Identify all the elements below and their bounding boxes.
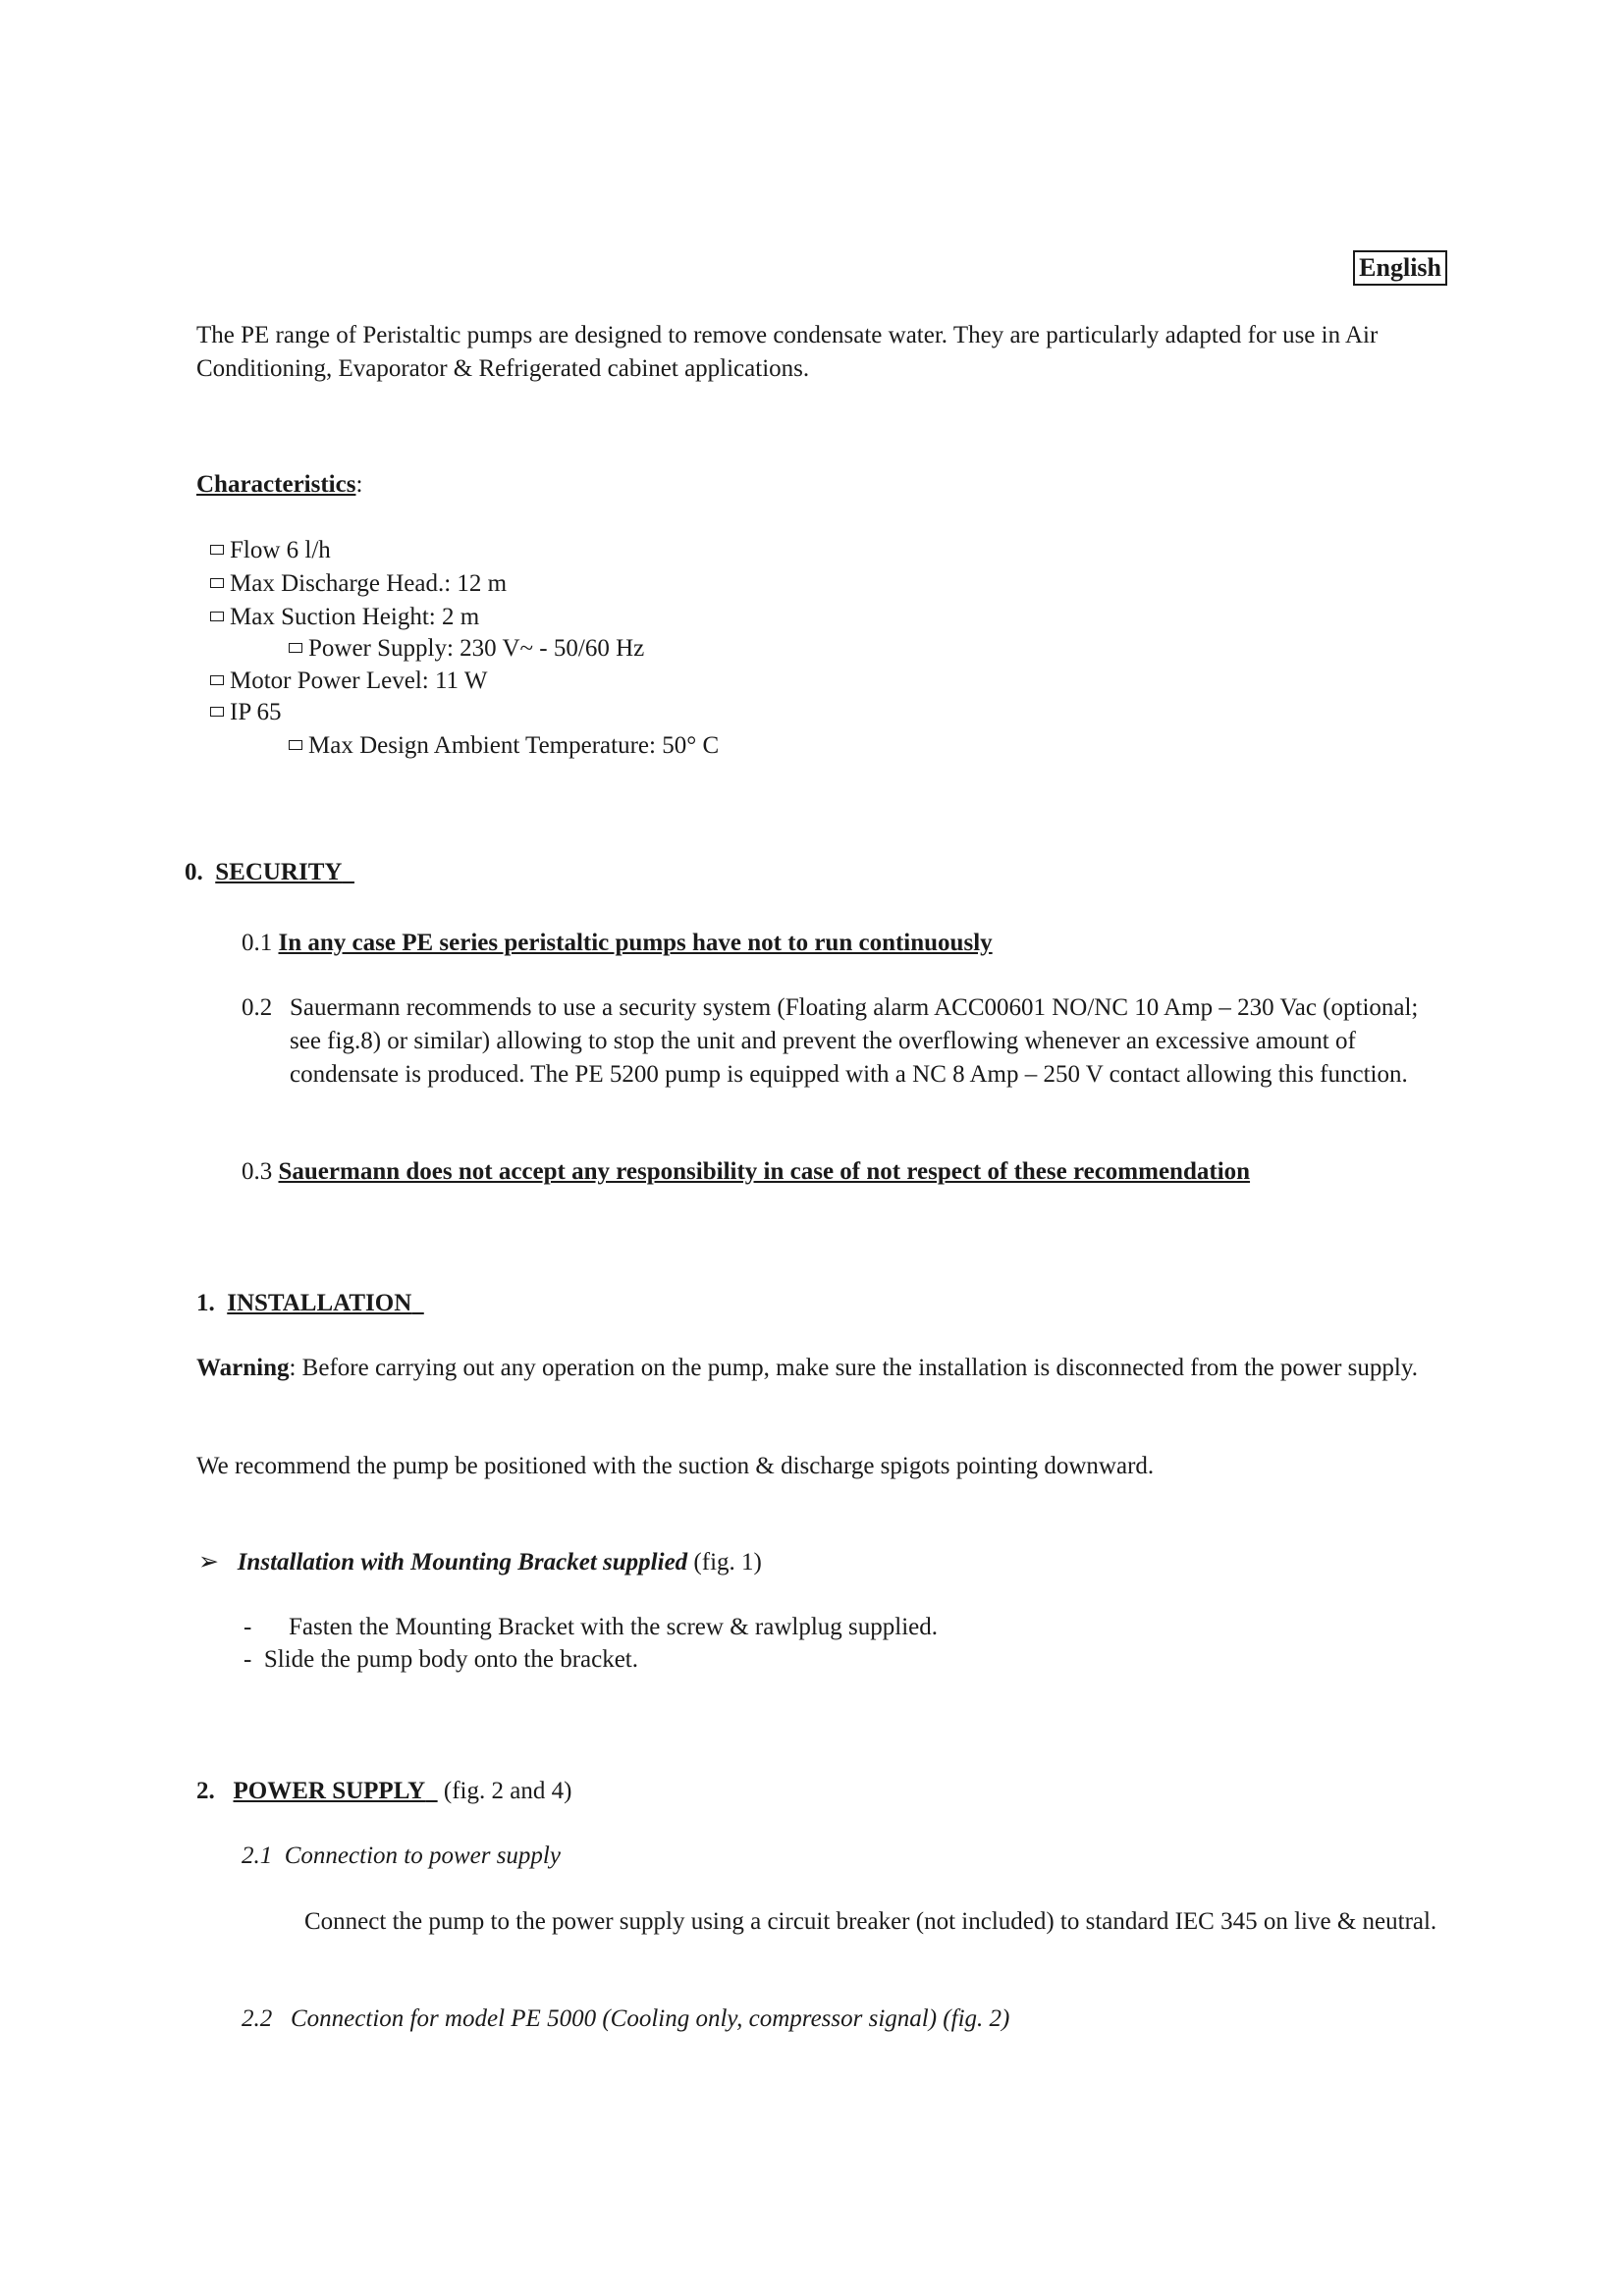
installation-heading [196,1287,424,1320]
para-text: In any case PE series peristaltic pumps have not to run continuously [278,930,993,956]
char-item-text: Max Discharge Head.: 12 m [230,570,508,597]
security-0-3 [242,1155,1250,1189]
characteristics-colon: : [355,471,363,498]
bracket-title: Installation with Mounting Bracket supplied [237,1549,688,1575]
char-item-text: Max Suction Height: 2 m [230,604,480,630]
step-dash: - [244,1614,252,1640]
intro-paragraph: The PE range of Peristaltic pumps are designed to remove condensate water. They are particularly adapted for use in Air Conditioning, Evaporator & Refrigerated cabinet applications. [196,322,1379,382]
char-item-text: Power Supply: 230 V~ - 50/60 Hz [308,635,645,662]
power-heading [196,1775,571,1808]
language-label: English [1353,250,1447,286]
section-number: 1. [196,1290,215,1316]
characteristics-heading [196,468,362,502]
warning-label: Warning [196,1355,290,1381]
para-number: 0.1 [242,930,273,956]
step-item: - Slide the pump body onto the bracket. [244,1646,639,1673]
para-text: Sauermann does not accept any responsibility in case of not respect of these recommendation [278,1158,1251,1185]
warning-paragraph [196,1352,1443,1385]
bracket-heading [198,1546,762,1579]
bullet-icon [289,740,302,750]
warning-text: : Before carrying out any operation on the pump, make sure the installation is disconnected from the power supply. [289,1355,1418,1381]
char-item-text: IP 65 [230,699,282,725]
char-item [210,601,479,634]
bullet-icon [210,612,224,621]
arrow-icon: ➢ [198,1549,219,1575]
char-item [210,534,331,567]
section-title: SECURITY [215,859,343,885]
bracket-ref: (fig. 1) [687,1549,762,1575]
subsection-title: Connection for model PE 5000 (Cooling only, compressor signal) (fig. 2) [291,2005,1010,2032]
bullet-icon [289,643,302,653]
para-number: 0.3 [242,1158,273,1185]
power-2-2-heading [242,2002,1009,2036]
bullet-icon [210,707,224,717]
char-item [210,696,282,729]
power-2-1-heading [242,1840,561,1873]
subsection-number: 2.2 [242,2005,273,2032]
char-item [210,567,507,601]
bullet-icon [210,578,224,588]
recommend-paragraph: We recommend the pump be positioned with the suction & discharge spigots pointing downward. [196,1453,1155,1479]
characteristics-title: Characteristics [196,471,356,498]
security-heading [185,856,354,889]
section-title: INSTALLATION [227,1290,412,1316]
char-item-text: Motor Power Level: 11 W [230,667,488,694]
security-0-1 [242,927,993,960]
char-item-text: Flow 6 l/h [230,537,331,563]
subsection-number: 2.1 [242,1842,273,1869]
char-item-text: Max Design Ambient Temperature: 50° C [308,732,720,759]
char-item [289,632,644,666]
section-number: 2. [196,1778,215,1804]
section-title: POWER SUPPLY [233,1778,426,1804]
step-item-text: Slide the pump body onto the bracket. [263,1646,639,1673]
char-item [210,665,487,698]
bullet-icon [210,545,224,555]
section-number: 0. [185,859,203,885]
char-item [289,729,719,763]
power-2-1-text: Connect the pump to the power supply using a circuit breaker (not included) to standard IEC 345 on live & neutral. [304,1908,1437,1935]
security-0-2-number: 0.2 [242,994,273,1021]
step-item: Fasten the Mounting Bracket with the screw & rawlplug supplied. [289,1614,938,1640]
subsection-title: Connection to power supply [284,1842,561,1869]
security-0-2-text: Sauermann recommends to use a security system (Floating alarm ACC00601 NO/NC 10 Amp – 230 Vac (optional; see fig.8) or similar) allowing to stop the unit and prevent the overflowing whenever an excessive amount of condensate is produced. The PE 5200 pump is equipped with a NC 8 Amp – 250 V contact allowing this function. [290,994,1419,1088]
bullet-icon [210,675,224,685]
section-ref: (fig. 2 and 4) [437,1778,572,1804]
